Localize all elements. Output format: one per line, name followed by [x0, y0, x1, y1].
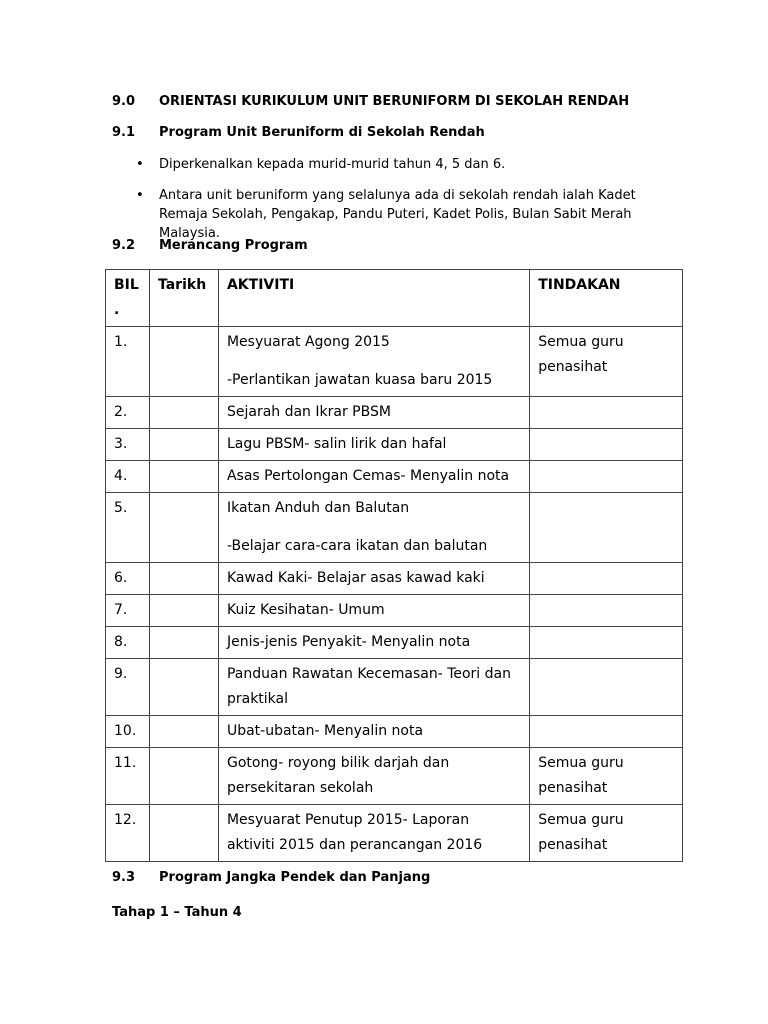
- header-aktiviti: AKTIVITI: [218, 270, 529, 327]
- cell-tindakan: [530, 595, 683, 627]
- cell-tarikh: [149, 659, 218, 716]
- cell-tindakan: [530, 429, 683, 461]
- cell-tarikh: [149, 493, 218, 563]
- section-number: 9.0: [112, 94, 136, 109]
- cell-tarikh: [149, 716, 218, 748]
- section-heading-9-2: [112, 238, 308, 253]
- bullet-text: Antara unit beruniform yang selalunya ada di sekolah rendah ialah Kadet Remaja Sekolah, Pengakap, Pandu Puteri, Kadet Polis, Bulan Sabit Merah Malaysia.: [159, 188, 636, 241]
- cell-tindakan: [530, 563, 683, 595]
- cell-bil: 10.: [106, 716, 150, 748]
- cell-tindakan: [530, 493, 683, 563]
- table-row: [106, 716, 683, 748]
- cell-tindakan: [530, 461, 683, 493]
- bullet-text: Diperkenalkan kepada murid-murid tahun 4, 5 dan 6.: [159, 157, 506, 172]
- section-title: ORIENTASI KURIKULUM UNIT BERUNIFORM DI SEKOLAH RENDAH: [159, 94, 630, 109]
- cell-tarikh: [149, 397, 218, 429]
- table-row: [106, 563, 683, 595]
- cell-tarikh: [149, 327, 218, 397]
- bullet-dot-icon: •: [136, 188, 144, 203]
- section-number: 9.3: [112, 870, 136, 885]
- cell-tindakan: Semua guru penasihat: [530, 805, 683, 862]
- bullet-dot-icon: •: [136, 157, 144, 172]
- header-tindakan: TINDAKAN: [530, 270, 683, 327]
- section-title: Merancang Program: [159, 238, 308, 253]
- aktiviti-text: Ikatan Anduh dan Balutan: [226, 500, 410, 516]
- cell-aktiviti: Kawad Kaki- Belajar asas kawad kaki: [218, 563, 529, 595]
- cell-tarikh: [149, 627, 218, 659]
- table-row: [106, 748, 683, 805]
- cell-aktiviti: Gotong- royong bilik darjah dan persekitaran sekolah: [218, 748, 529, 805]
- cell-bil: 3.: [106, 429, 150, 461]
- cell-aktiviti: Ubat-ubatan- Menyalin nota: [218, 716, 529, 748]
- cell-aktiviti: Jenis-jenis Penyakit- Menyalin nota: [218, 627, 529, 659]
- cell-aktiviti: Mesyuarat Penutup 2015- Laporan aktiviti 2015 dan perancangan 2016: [218, 805, 529, 862]
- header-bil: BIL .: [106, 270, 150, 327]
- cell-tarikh: [149, 805, 218, 862]
- section-number: 9.1: [112, 125, 136, 140]
- cell-tarikh: [149, 461, 218, 493]
- cell-aktiviti: [218, 327, 529, 397]
- program-table: [105, 269, 683, 862]
- cell-aktiviti: Panduan Rawatan Kecemasan- Teori dan praktikal: [218, 659, 529, 716]
- header-tarikh: Tarikh: [149, 270, 218, 327]
- section-heading-9-0: [112, 94, 629, 109]
- table-row: [106, 327, 683, 397]
- cell-tarikh: [149, 563, 218, 595]
- table-row: [106, 595, 683, 627]
- cell-bil: 8.: [106, 627, 150, 659]
- table-row: [106, 429, 683, 461]
- cell-tindakan: [530, 659, 683, 716]
- cell-tindakan: Semua guru penasihat: [530, 327, 683, 397]
- cell-tindakan: [530, 397, 683, 429]
- table-row: [106, 397, 683, 429]
- section-heading-9-3: [112, 870, 430, 885]
- aktiviti-subtext: -Perlantikan jawatan kuasa baru 2015: [226, 372, 493, 388]
- cell-aktiviti: [218, 493, 529, 563]
- tahap-heading: [112, 905, 242, 920]
- cell-aktiviti: Asas Pertolongan Cemas- Menyalin nota: [218, 461, 529, 493]
- cell-bil: 1.: [106, 327, 150, 397]
- cell-aktiviti: Sejarah dan Ikrar PBSM: [218, 397, 529, 429]
- cell-tarikh: [149, 595, 218, 627]
- table-row: [106, 493, 683, 563]
- table-row: [106, 627, 683, 659]
- section-title: Program Jangka Pendek dan Panjang: [159, 870, 431, 885]
- section-number: 9.2: [112, 238, 136, 253]
- bullet-item: [136, 155, 676, 174]
- cell-aktiviti: Kuiz Kesihatan- Umum: [218, 595, 529, 627]
- cell-bil: 2.: [106, 397, 150, 429]
- aktiviti-text: Mesyuarat Agong 2015: [226, 334, 390, 350]
- table-header-row: [106, 270, 683, 327]
- cell-bil: 12.: [106, 805, 150, 862]
- table-row: [106, 659, 683, 716]
- cell-bil: 4.: [106, 461, 150, 493]
- aktiviti-subtext: -Belajar cara-cara ikatan dan balutan: [226, 538, 488, 554]
- cell-bil: 9.: [106, 659, 150, 716]
- cell-bil: 11.: [106, 748, 150, 805]
- table-row: [106, 461, 683, 493]
- tahap-label: Tahap 1 – Tahun 4: [112, 905, 242, 920]
- cell-aktiviti: Lagu PBSM- salin lirik dan hafal: [218, 429, 529, 461]
- cell-bil: 5.: [106, 493, 150, 563]
- cell-tarikh: [149, 429, 218, 461]
- cell-tarikh: [149, 748, 218, 805]
- cell-bil: 7.: [106, 595, 150, 627]
- cell-tindakan: [530, 627, 683, 659]
- section-heading-9-1: [112, 125, 485, 140]
- cell-tindakan: [530, 716, 683, 748]
- cell-bil: 6.: [106, 563, 150, 595]
- section-title: Program Unit Beruniform di Sekolah Rendah: [159, 125, 485, 140]
- table-row: [106, 805, 683, 862]
- cell-tindakan: Semua guru penasihat: [530, 748, 683, 805]
- bullet-item: [136, 186, 676, 243]
